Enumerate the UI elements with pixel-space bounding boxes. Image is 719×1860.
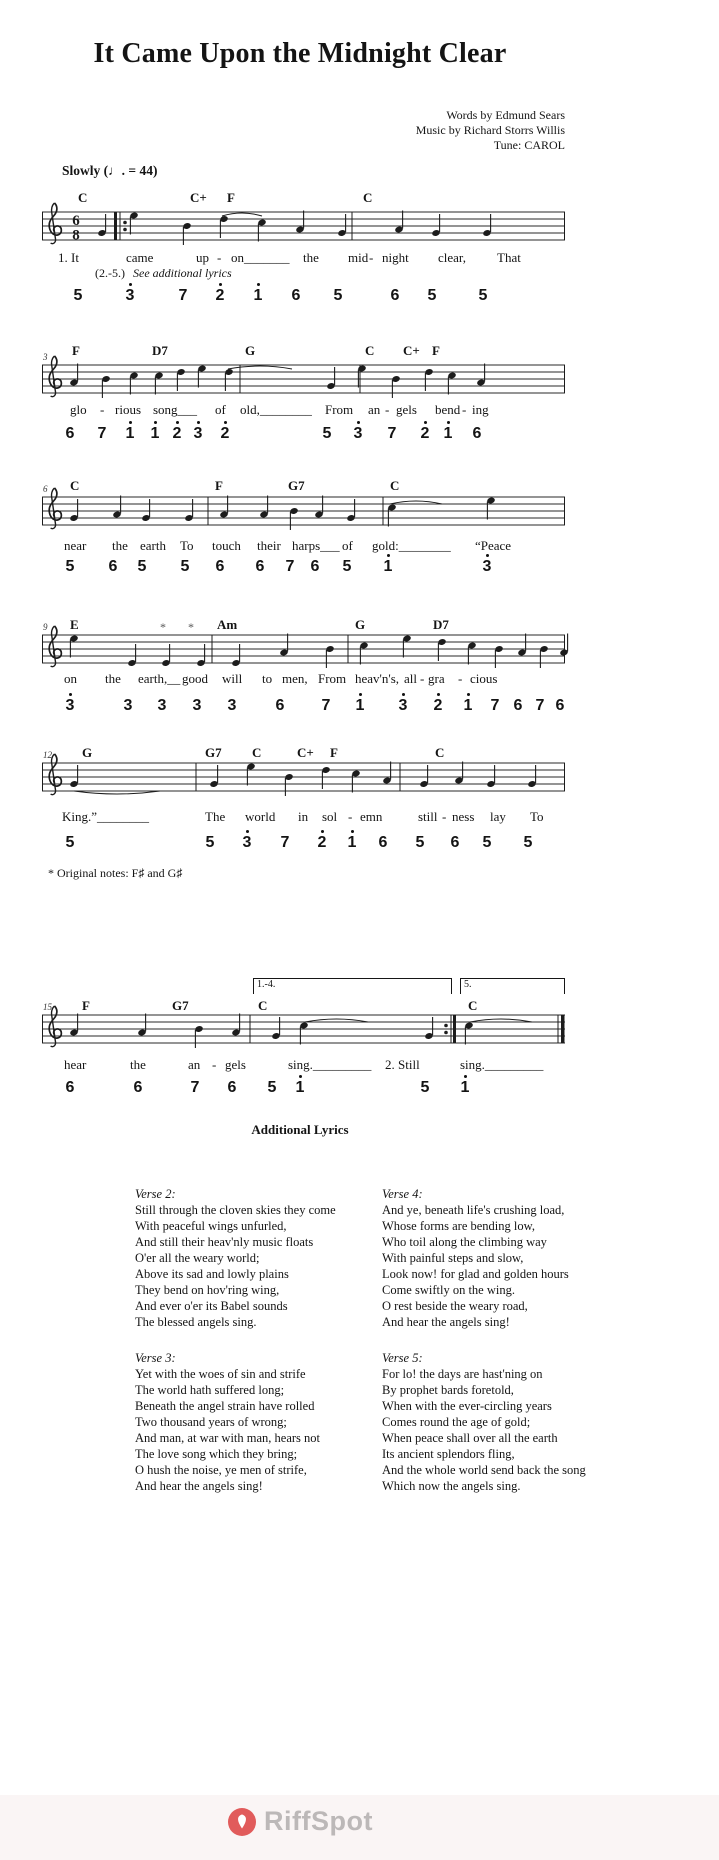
octave-dot — [467, 693, 470, 696]
lyric-syllable: the — [303, 250, 319, 265]
verse-line: O'er all the weary world; — [135, 1251, 260, 1265]
lyric-syllable: of — [342, 538, 353, 553]
chord-symbol: C — [78, 190, 88, 205]
lyric-syllable: lay — [490, 809, 506, 824]
octave-dot — [299, 1075, 302, 1078]
verse-line: Whose forms are bending low, — [382, 1219, 535, 1233]
octave-dot — [219, 283, 222, 286]
scale-degree-number: 5 — [180, 558, 190, 575]
lyric-syllable: From — [325, 402, 354, 417]
lyric-syllable: the — [112, 538, 128, 553]
lyric-syllable: world — [245, 809, 276, 824]
lyric-syllable: near — [64, 538, 87, 553]
verse-line: The world hath suffered long; — [135, 1383, 285, 1397]
scale-degree-number: 5 — [73, 287, 83, 304]
additional-lyrics-heading: Additional Lyrics — [251, 1122, 349, 1137]
scale-degree-number: 5 — [478, 287, 488, 304]
chord-symbol: G — [355, 617, 366, 632]
original-notes-footnote: * Original notes: F♯ and G♯ — [48, 866, 183, 880]
tempo-label: Slowly — [62, 163, 101, 178]
verse-line: And man, at war with man, hears not — [135, 1431, 321, 1445]
volta-bracket — [460, 978, 565, 994]
lyric-syllable: came — [126, 250, 154, 265]
scale-degree-number: 6 — [450, 834, 460, 851]
scale-degree-number: 2 — [217, 425, 233, 442]
lyric-syllable: The — [205, 809, 226, 824]
see-additional-text: See additional lyrics — [133, 266, 232, 280]
verse-line: Look now! for glad and golden hours — [382, 1267, 569, 1281]
verse-line: When with the ever-circling years — [382, 1399, 552, 1413]
scale-degree-number: 6 — [275, 697, 285, 714]
chord-symbol: C — [468, 998, 478, 1013]
volta-label: 5. — [464, 979, 472, 990]
chord-symbol: C — [252, 745, 262, 760]
verse-line: Beneath the angel strain have rolled — [135, 1399, 315, 1413]
scale-degree-number: 1 — [352, 697, 368, 714]
scale-degree-number: 3 — [123, 697, 133, 714]
verse-line: Above its sad and lowly plains — [135, 1267, 289, 1281]
verse-line: And ever o'er its Babel sounds — [135, 1299, 288, 1313]
lyric-syllable: the — [130, 1057, 146, 1072]
verse-line: And the whole world send back the song — [382, 1463, 586, 1477]
scale-degree-number: 6 — [390, 287, 400, 304]
verse-line: They bend on hov'ring wing, — [135, 1283, 280, 1297]
chord-symbol: C+ — [297, 745, 314, 760]
lyric-syllable: - — [348, 809, 353, 824]
verse-line: For lo! the days are hast'ning on — [382, 1367, 543, 1381]
verse-line: And hear the angels sing! — [135, 1479, 263, 1493]
scale-degree-number: 6 — [65, 425, 75, 442]
chord-symbol: G7 — [172, 998, 189, 1013]
scale-degree-number: 7 — [321, 697, 331, 714]
chord-symbol: G — [245, 343, 256, 358]
lyric-syllable: sing._________ — [288, 1057, 372, 1072]
lyric-syllable: in — [298, 809, 309, 824]
scale-degree-number: 5 — [420, 1079, 430, 1096]
scale-degree-number: 1 — [147, 425, 163, 442]
verse-line: Two thousand years of wrong; — [135, 1415, 287, 1429]
scale-degree-number: 3 — [227, 697, 237, 714]
lyric-syllable: heav'n's, — [355, 671, 400, 686]
scale-degree-number: 2 — [430, 697, 446, 714]
lyric-syllable: That — [497, 250, 521, 265]
lyric-syllable: an — [188, 1057, 201, 1072]
scale-degree-number: 6 — [108, 558, 118, 575]
lyric-syllable: gold:________ — [372, 538, 451, 553]
verse-line: O rest beside the weary road, — [382, 1299, 528, 1313]
chord-symbol: E — [70, 617, 79, 632]
lyric-syllable: - — [442, 809, 447, 824]
scale-degree-number: 5 — [523, 834, 533, 851]
lyric-syllable: 2. Still — [385, 1057, 420, 1072]
lyric-syllable: gra — [428, 671, 445, 686]
lyric-syllable: the — [105, 671, 121, 686]
lyric-syllable: gels — [396, 402, 417, 417]
scale-degree-number: 6 — [378, 834, 388, 851]
scale-degree-number: 3 — [479, 558, 495, 575]
lyric-syllable: to — [262, 671, 273, 686]
verse-block — [135, 1350, 320, 1494]
chord-symbol: C — [363, 190, 373, 205]
svg-text:6: 6 — [72, 213, 80, 229]
chord-symbol: C — [258, 998, 268, 1013]
octave-dot — [154, 421, 157, 424]
octave-dot — [129, 421, 132, 424]
chord-symbol: C — [435, 745, 445, 760]
lyric-syllable: - — [420, 671, 425, 686]
verse-line: Its ancient splendors fling, — [382, 1447, 515, 1461]
scale-degree-number: 7 — [490, 697, 500, 714]
verse-title: Verse 2: — [135, 1187, 176, 1201]
octave-dot — [129, 283, 132, 286]
lyric-syllable: - — [100, 402, 105, 417]
octave-dot — [424, 421, 427, 424]
scale-degree-number: 3 — [395, 697, 411, 714]
scale-degree-number: 6 — [255, 558, 265, 575]
credit-words: Words by Edmund Sears — [446, 108, 565, 122]
credits-block — [416, 108, 565, 153]
verse-line: With painful steps and slow, — [382, 1251, 524, 1265]
measure-number: 12 — [43, 750, 52, 760]
scale-degree-number: 3 — [192, 697, 202, 714]
scale-degree-number: 6 — [133, 1079, 143, 1096]
octave-dot — [464, 1075, 467, 1078]
lyric-syllable: cious — [470, 671, 498, 686]
scale-degree-number: 3 — [190, 425, 206, 442]
verse-title: Verse 5: — [382, 1351, 423, 1365]
chord-symbol: Am — [217, 617, 238, 632]
riffspot-pick-icon — [227, 1807, 257, 1837]
chord-symbol: D7 — [152, 343, 168, 358]
octave-dot — [359, 693, 362, 696]
lyric-syllable: mid — [348, 250, 369, 265]
scale-degree-number: 6 — [310, 558, 320, 575]
octave-dot — [357, 421, 360, 424]
tempo-value: (♩. = 44) — [103, 163, 158, 178]
verse-range: (2.-5.) — [95, 266, 125, 280]
scale-degree-number: 1 — [440, 425, 456, 442]
scale-degree-number: 3 — [62, 697, 78, 714]
lyric-syllable: earth,__ — [138, 671, 181, 686]
measure-number: 9 — [43, 622, 48, 632]
lyric-syllable: To — [180, 538, 194, 553]
see-additional-lyrics-note — [95, 266, 232, 281]
scale-degree-number: 6 — [472, 425, 482, 442]
octave-dot — [197, 421, 200, 424]
tempo-marking — [62, 163, 157, 179]
volta-bracket — [253, 978, 452, 994]
scale-degree-number: 6 — [215, 558, 225, 575]
lyric-syllable: good — [182, 671, 208, 686]
lyric-syllable: up — [196, 250, 209, 265]
credit-music: Music by Richard Storrs Willis — [415, 123, 565, 137]
octave-dot — [246, 830, 249, 833]
lyric-syllable: on — [64, 671, 77, 686]
lyric-syllable: King.”________ — [62, 809, 150, 824]
octave-dot — [69, 693, 72, 696]
scale-degree-number: 6 — [227, 1079, 237, 1096]
scale-degree-number: 6 — [65, 1079, 75, 1096]
chord-symbol: C+ — [190, 190, 207, 205]
lyric-syllable: - — [217, 250, 222, 265]
lyric-syllable: To — [530, 809, 544, 824]
verse-line: Still through the cloven skies they come — [135, 1203, 336, 1217]
footnote-asterisk: * — [160, 620, 166, 634]
scale-degree-number: 5 — [65, 558, 75, 575]
verse-block — [135, 1186, 336, 1330]
lyric-syllable: hear — [64, 1057, 87, 1072]
measure-number: 15 — [43, 1002, 52, 1012]
lyric-syllable: on_______ — [231, 250, 290, 265]
verse-line: And ye, beneath life's crushing load, — [382, 1203, 565, 1217]
svg-text:8: 8 — [72, 227, 80, 244]
scale-degree-number: 5 — [267, 1079, 277, 1096]
lyric-syllable: sing._________ — [460, 1057, 544, 1072]
octave-dot — [486, 554, 489, 557]
lyric-syllable: of — [215, 402, 226, 417]
scale-degree-number: 1 — [250, 287, 266, 304]
chord-symbol: F — [330, 745, 338, 760]
scale-degree-number: 7 — [535, 697, 545, 714]
scale-degree-number: 6 — [291, 287, 301, 304]
scale-degree-number: 1 — [122, 425, 138, 442]
verse-line: When peace shall over all the earth — [382, 1431, 558, 1445]
octave-dot — [321, 830, 324, 833]
scale-degree-number: 5 — [342, 558, 352, 575]
chord-symbol: F — [82, 998, 90, 1013]
scale-degree-number: 1 — [380, 558, 396, 575]
scale-degree-number: 2 — [212, 287, 228, 304]
verse-title: Verse 4: — [382, 1187, 423, 1201]
lyric-syllable: all — [404, 671, 417, 686]
lyric-syllable: emn — [360, 809, 383, 824]
lyric-syllable: still — [418, 809, 438, 824]
octave-dot — [402, 693, 405, 696]
measure-number: 6 — [43, 484, 48, 494]
scale-degree-number: 7 — [190, 1079, 200, 1096]
lyric-syllable: sol — [322, 809, 338, 824]
scale-degree-number: 7 — [387, 425, 397, 442]
scale-degree-number: 1 — [460, 697, 476, 714]
chord-symbol: F — [215, 478, 223, 493]
lyric-syllable: glo — [70, 402, 87, 417]
octave-dot — [387, 554, 390, 557]
scale-degree-number: 3 — [157, 697, 167, 714]
verse-line: Yet with the woes of sin and strife — [135, 1367, 306, 1381]
octave-dot — [176, 421, 179, 424]
lyric-syllable: ing — [472, 402, 489, 417]
scale-degree-number: 1 — [344, 834, 360, 851]
lyric-syllable: night — [382, 250, 409, 265]
verse-block — [382, 1350, 586, 1494]
scale-degree-number: 2 — [169, 425, 185, 442]
lyric-syllable: old,________ — [240, 402, 312, 417]
lyric-syllable: ness — [452, 809, 475, 824]
page-title: It Came Upon the Midnight Clear — [93, 38, 507, 69]
octave-dot — [447, 421, 450, 424]
lyric-syllable: their — [257, 538, 281, 553]
scale-degree-number: 2 — [417, 425, 433, 442]
scale-degree-number: 5 — [333, 287, 343, 304]
octave-dot — [351, 830, 354, 833]
scale-degree-number: 3 — [122, 287, 138, 304]
lyric-syllable: - — [385, 402, 390, 417]
scale-degree-number: 3 — [350, 425, 366, 442]
chord-symbol: G7 — [288, 478, 305, 493]
chord-symbol: G7 — [205, 745, 222, 760]
verse-line: And still their heav'nly music floats — [135, 1235, 314, 1249]
verse-line: The love song which they bring; — [135, 1447, 298, 1461]
lyric-syllable: “Peace — [475, 538, 512, 553]
scale-degree-number: 7 — [97, 425, 107, 442]
chord-symbol: D7 — [433, 617, 449, 632]
lyric-syllable: - — [212, 1057, 217, 1072]
verse-line: O hush the noise, ye men of strife, — [135, 1463, 307, 1477]
volta-label: 1.-4. — [257, 979, 276, 990]
lyric-syllable: gels — [225, 1057, 246, 1072]
chord-symbol: F — [227, 190, 235, 205]
verse-line: By prophet bards foretold, — [382, 1383, 514, 1397]
lyric-syllable: From — [318, 671, 347, 686]
scale-degree-number: 5 — [415, 834, 425, 851]
octave-dot — [224, 421, 227, 424]
measure-number: 3 — [43, 352, 48, 362]
lyric-syllable: touch — [212, 538, 241, 553]
chord-symbol: C — [365, 343, 375, 358]
lyric-syllable: clear, — [438, 250, 466, 265]
riffspot-logo[interactable] — [0, 1806, 600, 1837]
lyric-syllable: men, — [282, 671, 308, 686]
verse-line: The blessed angels sing. — [135, 1315, 257, 1329]
chord-symbol: G — [82, 745, 93, 760]
octave-dot — [437, 693, 440, 696]
scale-degree-number: 6 — [555, 697, 565, 714]
lyric-syllable: - — [369, 250, 374, 265]
scale-degree-number: 5 — [65, 834, 75, 851]
chord-symbol: C+ — [403, 343, 420, 358]
staff-svg — [42, 743, 565, 815]
lyric-syllable: earth — [140, 538, 166, 553]
lyric-syllable: rious — [115, 402, 141, 417]
scale-degree-number: 5 — [137, 558, 147, 575]
scale-degree-number: 5 — [427, 287, 437, 304]
footnote-asterisk: * — [188, 620, 194, 634]
lyric-syllable: will — [222, 671, 243, 686]
lyric-syllable: - — [462, 402, 467, 417]
chord-symbol: F — [72, 343, 80, 358]
lyric-syllable: bend — [435, 402, 461, 417]
verse-line: Comes round the age of gold; — [382, 1415, 531, 1429]
riffspot-brand-text: RiffSpot — [264, 1806, 373, 1836]
verse-line: Which now the angels sing. — [382, 1479, 521, 1493]
scale-degree-number: 7 — [178, 287, 188, 304]
lyric-syllable: 1. It — [58, 250, 79, 265]
scale-degree-number: 2 — [314, 834, 330, 851]
scale-degree-number: 5 — [205, 834, 215, 851]
scale-degree-number: 1 — [292, 1079, 308, 1096]
chord-symbol: C — [390, 478, 400, 493]
chord-symbol: F — [432, 343, 440, 358]
scale-degree-number: 5 — [482, 834, 492, 851]
lyric-syllable: harps___ — [292, 538, 340, 553]
scale-degree-number: 7 — [285, 558, 295, 575]
verse-line: Who toil along the climbing way — [382, 1235, 547, 1249]
lyric-syllable: an — [368, 402, 381, 417]
verse-line: Come swiftly on the wing. — [382, 1283, 515, 1297]
verse-block — [382, 1186, 569, 1330]
verse-line: And hear the angels sing! — [382, 1315, 510, 1329]
scale-degree-number: 7 — [280, 834, 290, 851]
octave-dot — [257, 283, 260, 286]
credit-tune: Tune: CAROL — [493, 138, 565, 152]
scale-degree-number: 6 — [513, 697, 523, 714]
lyric-syllable: - — [458, 671, 463, 686]
scale-degree-number: 3 — [239, 834, 255, 851]
scale-degree-number: 1 — [457, 1079, 473, 1096]
chord-symbol: C — [70, 478, 80, 493]
scale-degree-number: 5 — [322, 425, 332, 442]
verse-title: Verse 3: — [135, 1351, 176, 1365]
verse-line: With peaceful wings unfurled, — [135, 1219, 287, 1233]
lyric-syllable: song___ — [153, 402, 198, 417]
